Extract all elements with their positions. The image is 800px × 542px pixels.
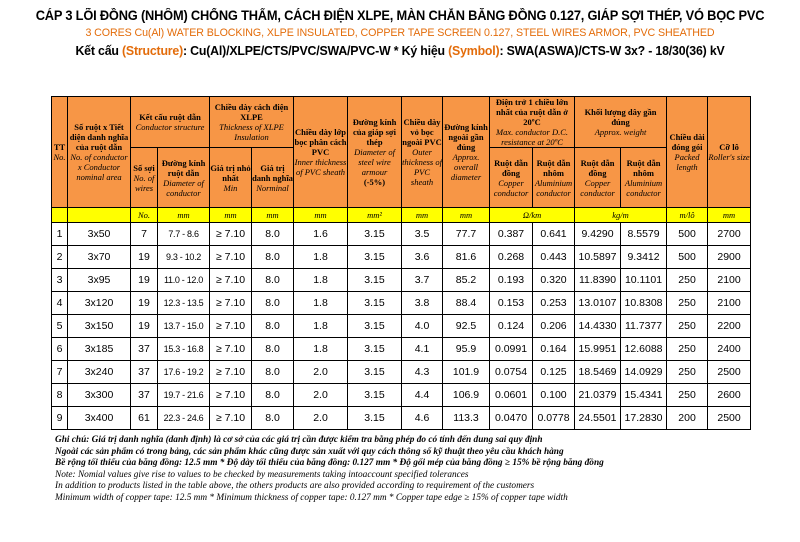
- table-cell: 3.8: [402, 292, 443, 315]
- structure-value: : Cu(Al)/XLPE/CTS/PVC/SWA/PVC-W *: [183, 43, 402, 58]
- table-cell: 24.5501: [575, 407, 621, 430]
- table-cell: 8.0: [252, 246, 294, 269]
- title-vietnamese: CÁP 3 LÕI ĐỒNG (NHÔM) CHỐNG THẤM, CÁCH ĐIỆN XLPE, MÀN CHẮN BĂNG ĐỒNG 0.127, GIÁP SỢI THÉP, VỎ BỌC PVC: [35, 8, 765, 23]
- header-conductor-structure: Kết cấu ruột dẫn Conductor structure: [131, 97, 210, 148]
- table-cell: 2900: [708, 246, 751, 269]
- table-cell: 2700: [708, 223, 751, 246]
- table-cell: 3x300: [68, 384, 131, 407]
- note-line: Ghi chú: Giá trị danh nghĩa (danh định) là cơ sở của các giá trị cần được kiểm tra bằng phép đo có tính đến dung sai quy định: [55, 435, 543, 445]
- header-inner-thickness: Chiều dày lớp bọc phân cách PVC Inner thickness of PVC sheath: [294, 97, 348, 208]
- table-cell: 14.4330: [575, 315, 621, 338]
- unit-cell: mm²: [348, 208, 402, 223]
- table-cell: 0.100: [533, 384, 575, 407]
- note-line: Ngoài các sản phẩm có trong bảng, các sản phẩm khác cũng được sản xuất với quy cách thông số kỹ thuật theo yêu cầu khách hàng: [55, 446, 564, 457]
- header-packed-length: Chiều dài đóng gói Packed length: [667, 97, 708, 208]
- table-cell: 3x70: [68, 246, 131, 269]
- table-cell: 19.7 - 21.6: [158, 384, 210, 407]
- symbol-value: : SWA(ASWA)/CTS-W 3x? - 18/30(36) kV: [499, 43, 725, 58]
- table-cell: 4.6: [402, 407, 443, 430]
- unit-cell: mm: [443, 208, 490, 223]
- structure-line: [20, 43, 780, 58]
- table-cell: ≥ 7.10: [210, 315, 252, 338]
- table-cell: 4.3: [402, 361, 443, 384]
- unit-cell: mm: [294, 208, 348, 223]
- table-cell: 0.268: [490, 246, 533, 269]
- table-cell: 0.0778: [533, 407, 575, 430]
- table-cell: 81.6: [443, 246, 490, 269]
- header-tt: TT No.: [52, 97, 68, 208]
- unit-cell: mm: [708, 208, 751, 223]
- table-cell: 3x50: [68, 223, 131, 246]
- table-cell: 11.0 - 12.0: [158, 269, 210, 292]
- table-cell: 8.0: [252, 384, 294, 407]
- table-cell: 250: [667, 315, 708, 338]
- table-row: [52, 361, 751, 384]
- table-cell: 3: [52, 269, 68, 292]
- note-line: Bề rộng tối thiểu của băng đồng: 12.5 mm * Độ dày tối thiểu của băng đồng: 0.127 mm * Độ gối mép của băng đồng ≥ 15% bề rộng băng đồng: [55, 458, 604, 469]
- table-cell: 7: [131, 223, 158, 246]
- table-cell: 2200: [708, 315, 751, 338]
- table-cell: 0.0470: [490, 407, 533, 430]
- table-cell: 3.6: [402, 246, 443, 269]
- table-cell: 1.8: [294, 292, 348, 315]
- table-cell: 85.2: [443, 269, 490, 292]
- table-cell: 15.4341: [621, 384, 667, 407]
- table-cell: 5: [52, 315, 68, 338]
- table-cell: 2400: [708, 338, 751, 361]
- unit-cell: No.: [131, 208, 158, 223]
- table-cell: 6: [52, 338, 68, 361]
- table-cell: 3.15: [348, 269, 402, 292]
- table-cell: 2.0: [294, 361, 348, 384]
- table-cell: 10.5897: [575, 246, 621, 269]
- note-line: Minimum width of copper tape: 12.5 mm * Minimum thickness of copper tape: 0.127 mm * Copper tape edge ≥ 15% of copper tape width: [55, 492, 568, 503]
- table-cell: 2600: [708, 384, 751, 407]
- unit-cell: mm: [210, 208, 252, 223]
- table-cell: 8.0: [252, 361, 294, 384]
- table-cell: 0.320: [533, 269, 575, 292]
- header-xlpe-min: Giá trị nhỏ nhất Min: [210, 148, 252, 208]
- unit-cell: m/lô: [667, 208, 708, 223]
- table-cell: 9.3412: [621, 246, 667, 269]
- table-cell: 37: [131, 361, 158, 384]
- table-cell: 0.153: [490, 292, 533, 315]
- table-cell: 4.0: [402, 315, 443, 338]
- table-cell: 500: [667, 223, 708, 246]
- table-cell: 3.5: [402, 223, 443, 246]
- header-xlpe-thickness: Chiều dày cách điện XLPE Thickness of XLPE Insulation: [210, 97, 294, 148]
- table-cell: 7: [52, 361, 68, 384]
- table-cell: 8.5579: [621, 223, 667, 246]
- header-armour-diameter: Đường kính của giáp sợi thép Diameter of steel wire armour (-5%): [348, 97, 402, 208]
- table-cell: 22.3 - 24.6: [158, 407, 210, 430]
- table-cell: 3.15: [348, 361, 402, 384]
- table-cell: 7.7 - 8.6: [158, 223, 210, 246]
- header-outer-thickness: Chiều dày vỏ bọc ngoài PVC Outer thickness of PVC sheath: [402, 97, 443, 208]
- table-cell: 1.8: [294, 246, 348, 269]
- table-cell: 250: [667, 338, 708, 361]
- table-cell: 4.4: [402, 384, 443, 407]
- notes: [55, 435, 604, 505]
- table-cell: 3.15: [348, 384, 402, 407]
- table-cell: 92.5: [443, 315, 490, 338]
- structure-label-vi: Kết cấu: [75, 43, 122, 58]
- table-row: [52, 407, 751, 430]
- header-conductor-diameter: Đường kính ruột dẫn Diameter of conductor: [158, 148, 210, 208]
- table-cell: 113.3: [443, 407, 490, 430]
- table-cell: 250: [667, 361, 708, 384]
- table-cell: 37: [131, 384, 158, 407]
- table-row: [52, 292, 751, 315]
- table-cell: 3x95: [68, 269, 131, 292]
- unit-cell: mm: [158, 208, 210, 223]
- unit-cell: [68, 208, 131, 223]
- table-cell: 2100: [708, 269, 751, 292]
- table-cell: ≥ 7.10: [210, 223, 252, 246]
- table-cell: 3x400: [68, 407, 131, 430]
- header-overall-diameter: Đường kính ngoài gần đúng Approx. overall diameter: [443, 97, 490, 208]
- table-cell: 0.206: [533, 315, 575, 338]
- table-cell: 19: [131, 315, 158, 338]
- header-resistance: Điện trở 1 chiều lớn nhất của ruột dẫn ở 20ºC Max. conductor D.C. resistance at 20ºC: [490, 97, 575, 148]
- table-cell: 14.0929: [621, 361, 667, 384]
- table-cell: 0.443: [533, 246, 575, 269]
- table-row: [52, 338, 751, 361]
- table-cell: 0.125: [533, 361, 575, 384]
- header-cores: Số ruột x Tiết diện danh nghĩa của ruột dẫn No. of conductor x Conductor nominal area: [68, 97, 131, 208]
- table-cell: 200: [667, 407, 708, 430]
- header-resistance-copper: Ruột dẫn đồng Copper conductor: [490, 148, 533, 208]
- table-row: [52, 315, 751, 338]
- unit-cell: mm: [252, 208, 294, 223]
- table-cell: 1.8: [294, 338, 348, 361]
- table-cell: 11.7377: [621, 315, 667, 338]
- table-cell: 18.5469: [575, 361, 621, 384]
- table-cell: 15.9951: [575, 338, 621, 361]
- header-xlpe-nominal: Giá trị danh nghĩa Norminal: [252, 148, 294, 208]
- table-cell: 10.8308: [621, 292, 667, 315]
- table-cell: 8.0: [252, 292, 294, 315]
- table-cell: 0.253: [533, 292, 575, 315]
- table-cell: 3x150: [68, 315, 131, 338]
- note-line: Note: Nomial values give rise to values to be checked by measurements taking intoaccount specified tolerances: [55, 469, 469, 480]
- table-cell: ≥ 7.10: [210, 384, 252, 407]
- table-row: [52, 246, 751, 269]
- table-cell: 2.0: [294, 407, 348, 430]
- unit-cell: Ω/km: [490, 208, 575, 223]
- table-cell: 8.0: [252, 223, 294, 246]
- table-cell: 0.124: [490, 315, 533, 338]
- table-cell: 13.7 - 15.0: [158, 315, 210, 338]
- table-cell: 3.15: [348, 223, 402, 246]
- header-roller-size: Cỡ lô Roller's size: [708, 97, 751, 208]
- table-cell: 0.193: [490, 269, 533, 292]
- title-english: 3 CORES Cu(Al) WATER BLOCKING, XLPE INSULATED, COPPER TAPE SCREEN 0.127, STEEL WIRES ARMOR, PVC SHEATHED: [85, 27, 715, 39]
- table-cell: 250: [667, 269, 708, 292]
- table-cell: 3.15: [348, 407, 402, 430]
- table-cell: 10.1101: [621, 269, 667, 292]
- table-cell: 95.9: [443, 338, 490, 361]
- table-cell: 19: [131, 269, 158, 292]
- table-cell: 17.2830: [621, 407, 667, 430]
- header-resistance-aluminium: Ruột dẫn nhôm Aluminium conductor: [533, 148, 575, 208]
- table-cell: ≥ 7.10: [210, 269, 252, 292]
- table-cell: 3x120: [68, 292, 131, 315]
- table-cell: 250: [667, 292, 708, 315]
- table-cell: 3.15: [348, 338, 402, 361]
- table-cell: 61: [131, 407, 158, 430]
- table-cell: 250: [667, 384, 708, 407]
- table-cell: 1: [52, 223, 68, 246]
- table-cell: ≥ 7.10: [210, 338, 252, 361]
- table-cell: 17.6 - 19.2: [158, 361, 210, 384]
- table-cell: 4.1: [402, 338, 443, 361]
- table-cell: 9: [52, 407, 68, 430]
- table-cell: 3.15: [348, 246, 402, 269]
- table-cell: 3x240: [68, 361, 131, 384]
- table-cell: 2: [52, 246, 68, 269]
- table-cell: 77.7: [443, 223, 490, 246]
- header-wires: Số sợi No. of wires: [131, 148, 158, 208]
- table-cell: 1.8: [294, 315, 348, 338]
- table-cell: ≥ 7.10: [210, 361, 252, 384]
- table-header: [52, 97, 751, 223]
- table-body: [52, 223, 751, 430]
- table-cell: 88.4: [443, 292, 490, 315]
- table-cell: 12.3 - 13.5: [158, 292, 210, 315]
- table-row: [52, 384, 751, 407]
- table-cell: 0.0601: [490, 384, 533, 407]
- table-cell: 37: [131, 338, 158, 361]
- structure-label-en: (Structure): [121, 43, 184, 58]
- note-line: In addition to products listed in the table above, the others products are also provided according to requirement of the customers: [55, 481, 535, 492]
- table-cell: 500: [667, 246, 708, 269]
- table-cell: 2.0: [294, 384, 348, 407]
- units-row: [52, 208, 751, 223]
- table-cell: 8.0: [252, 315, 294, 338]
- unit-cell: kg/m: [575, 208, 667, 223]
- table-cell: 15.3 - 16.8: [158, 338, 210, 361]
- unit-cell: [52, 208, 68, 223]
- table-cell: 3.15: [348, 292, 402, 315]
- table-cell: 8: [52, 384, 68, 407]
- table-cell: 8.0: [252, 338, 294, 361]
- table-row: [52, 269, 751, 292]
- table-cell: 21.0379: [575, 384, 621, 407]
- table-cell: ≥ 7.10: [210, 292, 252, 315]
- table-row: [52, 223, 751, 246]
- table-cell: 0.387: [490, 223, 533, 246]
- table-cell: 13.0107: [575, 292, 621, 315]
- table-cell: 106.9: [443, 384, 490, 407]
- table-cell: ≥ 7.10: [210, 246, 252, 269]
- table-cell: 11.8390: [575, 269, 621, 292]
- table-cell: 3.15: [348, 315, 402, 338]
- table-cell: 12.6088: [621, 338, 667, 361]
- symbol-label-vi: Ký hiệu: [401, 43, 449, 58]
- header-weight: Khối lượng dây gần đúng Approx. weight: [575, 97, 667, 148]
- header-weight-copper: Ruột dẫn đồng Copper conductor: [575, 148, 621, 208]
- header-weight-aluminium: Ruột dẫn nhôm Aluminium conductor: [621, 148, 667, 208]
- unit-cell: mm: [402, 208, 443, 223]
- table-cell: 9.4290: [575, 223, 621, 246]
- table-cell: 19: [131, 246, 158, 269]
- table-cell: 2100: [708, 292, 751, 315]
- symbol-label-en: (Symbol): [448, 43, 500, 58]
- specification-table: [51, 96, 751, 430]
- table-cell: 1.8: [294, 269, 348, 292]
- table-cell: 1.6: [294, 223, 348, 246]
- table-cell: 3x185: [68, 338, 131, 361]
- table-cell: 8.0: [252, 269, 294, 292]
- table-cell: 8.0: [252, 407, 294, 430]
- table-cell: 0.164: [533, 338, 575, 361]
- table-cell: 0.641: [533, 223, 575, 246]
- table-cell: 0.0991: [490, 338, 533, 361]
- table-cell: 4: [52, 292, 68, 315]
- table-cell: 0.0754: [490, 361, 533, 384]
- table-cell: 2500: [708, 361, 751, 384]
- table-cell: 19: [131, 292, 158, 315]
- table-cell: ≥ 7.10: [210, 407, 252, 430]
- table-cell: 3.7: [402, 269, 443, 292]
- table-cell: 2500: [708, 407, 751, 430]
- table-cell: 9.3 - 10.2: [158, 246, 210, 269]
- table-cell: 101.9: [443, 361, 490, 384]
